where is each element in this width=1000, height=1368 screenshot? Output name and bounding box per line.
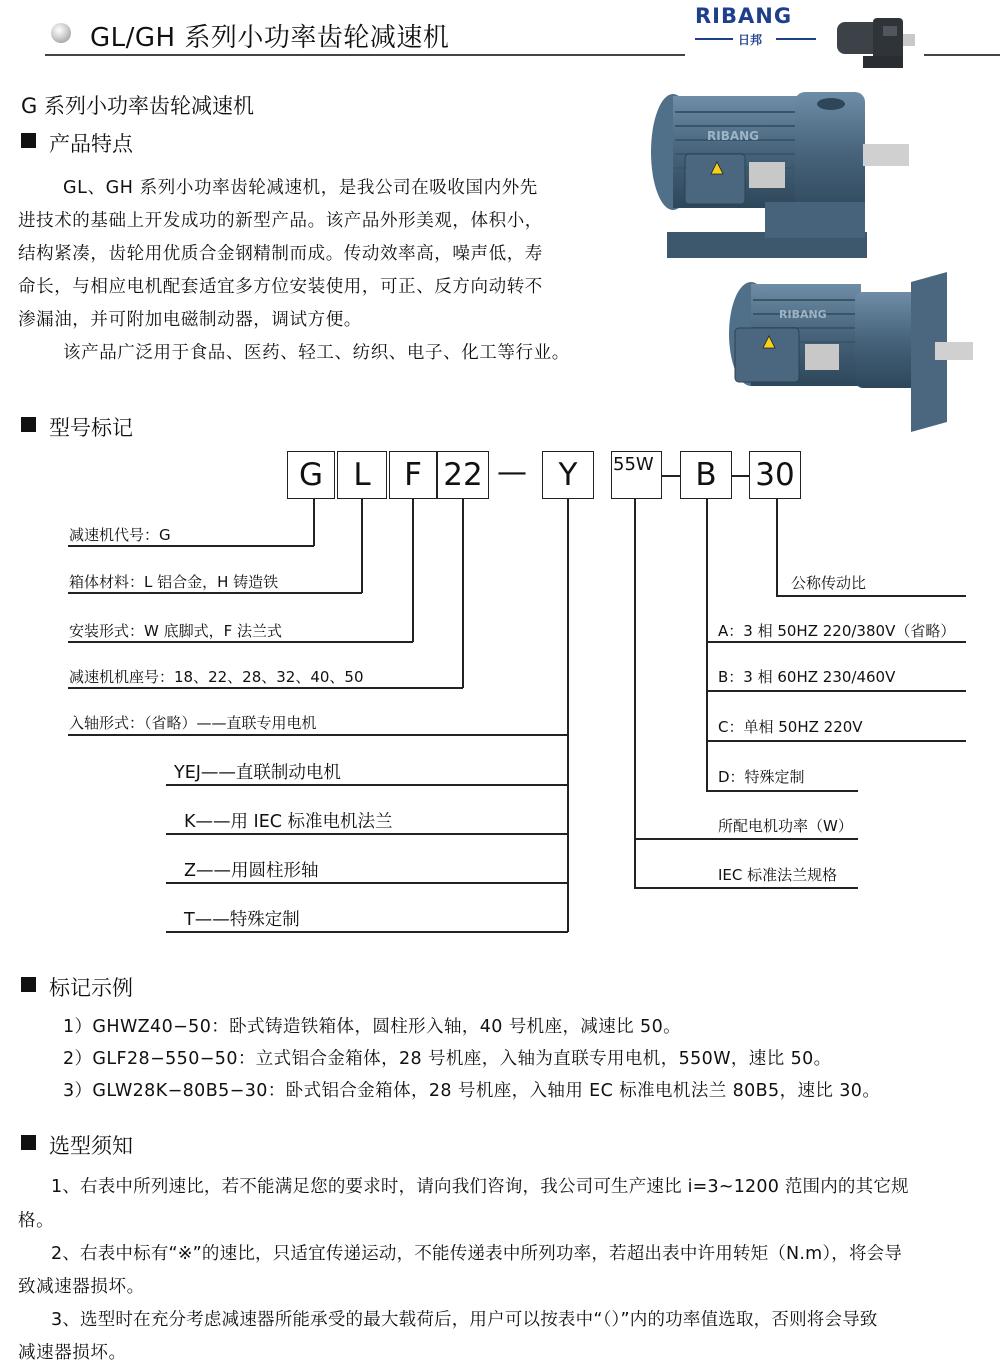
- label-housing-material: 箱体材料：L 铝合金，H 铸造铁: [69, 573, 279, 591]
- label-voltage-b: B：3 相 60HZ 230/460V: [718, 668, 896, 686]
- selection-line: 减速器损坏。: [18, 1343, 127, 1363]
- leader-line: [706, 499, 708, 791]
- option-iec-flange: K——用 IEC 标准电机法兰: [184, 812, 393, 832]
- section-bullet-icon: [21, 133, 36, 148]
- leader-line: [634, 838, 858, 840]
- label-voltage-d: D：特殊定制: [718, 768, 805, 786]
- connector-line: [732, 475, 749, 477]
- label-frame-size: 减速机机座号：18、22、28、32、40、50: [69, 668, 364, 686]
- example-item: 3）GLW28K−80B5−30：卧式铝合金箱体，28 号机座，入轴用 EC 标准电机法兰 80B5，速比 30。: [63, 1081, 881, 1101]
- label-voltage-c: C：单相 50HZ 220V: [718, 718, 863, 736]
- selection-line: 格。: [18, 1211, 55, 1231]
- header-bullet-icon: [51, 23, 71, 43]
- leader-line: [567, 499, 569, 932]
- leader-line: [68, 687, 463, 689]
- leader-line: [313, 499, 315, 546]
- page-title: GL/GH 系列小功率齿轮减速机: [90, 23, 450, 53]
- leader-line: [68, 592, 362, 594]
- leader-line: [166, 784, 568, 786]
- label-voltage-a: A：3 相 50HZ 220/380V（省略）: [718, 622, 956, 640]
- selection-line: 2、右表中标有“※”的速比，只适宜传递运动，不能传递表中所列功率，若超出表中许用转矩（N.m），将会导: [51, 1244, 903, 1264]
- label-series-code: 减速机代号：G: [69, 526, 171, 544]
- leader-line: [776, 499, 778, 596]
- features-heading: 产品特点: [49, 132, 133, 156]
- leader-line: [68, 734, 568, 736]
- label-input-type: 入轴形式：（省略）——直联专用电机: [69, 714, 317, 732]
- leader-line: [706, 690, 966, 692]
- series-title: G 系列小功率齿轮减速机: [21, 94, 254, 118]
- option-cylindrical-shaft: Z——用圆柱形轴: [184, 861, 319, 881]
- leader-line: [361, 499, 363, 593]
- code-box-series: G: [287, 451, 335, 499]
- option-custom: T——特殊定制: [184, 910, 300, 930]
- example-item: 1）GHWZ40−50：卧式铸造铁箱体，圆柱形入轴，40 号机座，减速比 50。: [63, 1017, 682, 1037]
- selection-line: 致减速器损坏。: [18, 1277, 145, 1297]
- label-mounting-type: 安装形式：W 底脚式，F 法兰式: [69, 622, 282, 640]
- section-bullet-icon: [21, 417, 36, 432]
- code-box-voltage: B: [680, 451, 732, 499]
- examples-heading: 标记示例: [49, 976, 133, 1000]
- brand-logo: RIBANG: [695, 4, 793, 28]
- code-box-input: Y: [542, 451, 594, 499]
- model-heading: 型号标记: [49, 416, 133, 440]
- features-line: 命长，与相应电机配套适宜多方位安装使用，可正、反方向动转不: [18, 277, 543, 297]
- foot-mount-motor-image: [645, 82, 915, 267]
- leader-line: [462, 499, 464, 688]
- selection-line: 3、选型时在充分考虑减速器所能承受的最大载荷后，用户可以按表中“（）”内的功率值选取，否则将会导致: [51, 1310, 878, 1330]
- label-iec-flange: IEC 标准法兰规格: [718, 866, 838, 884]
- leader-line: [166, 931, 568, 933]
- features-line: 该产品广泛用于食品、医药、轻工、纺织、电子、化工等行业。: [63, 343, 570, 363]
- code-box-ratio: 30: [749, 451, 801, 499]
- leader-line: [706, 641, 966, 643]
- option-brake-motor: YEJ——直联制动电机: [174, 763, 341, 783]
- leader-line: [776, 595, 966, 597]
- leader-line: [68, 545, 314, 547]
- header-divider: [45, 54, 685, 56]
- leader-line: [706, 790, 858, 792]
- leader-line: [634, 887, 858, 889]
- selection-line: 1、右表中所列速比，若不能满足您的要求时，请向我们咨询，我公司可生产速比 i=3~1200 范围内的其它规: [51, 1177, 909, 1197]
- flange-mount-motor-image: [715, 272, 975, 432]
- section-bullet-icon: [21, 1135, 36, 1150]
- code-box-mounting: F: [389, 451, 437, 499]
- motor-brand-label: RIBANG: [779, 308, 827, 321]
- leader-line: [634, 499, 636, 888]
- features-line: 渗漏油，并可附加电磁制动器，调试方便。: [18, 310, 362, 330]
- code-box-power: 55W: [611, 451, 662, 499]
- label-motor-power: 所配电机功率（W）: [718, 817, 853, 835]
- code-box-frame-size: 22: [437, 451, 489, 499]
- code-box-housing: L: [337, 451, 387, 499]
- leader-line: [706, 740, 966, 742]
- selection-heading: 选型须知: [49, 1134, 133, 1158]
- leader-line: [166, 882, 568, 884]
- features-line: 结构紧凑，齿轮用优质合金钢精制而成。传动效率高，噪声低，寿: [18, 244, 543, 264]
- brand-logo-sub: 日邦: [738, 33, 763, 47]
- features-line: GL、GH 系列小功率齿轮减速机，是我公司在吸收国内外先: [63, 178, 538, 198]
- section-bullet-icon: [21, 977, 36, 992]
- features-line: 进技术的基础上开发成功的新型产品。该产品外形美观，体积小，: [18, 211, 543, 231]
- example-item: 2）GLF28−550−50：立式铝合金箱体，28 号机座，入轴为直联专用电机，550W，速比 50。: [63, 1049, 832, 1069]
- logo-line-left: [695, 38, 733, 40]
- motor-brand-label: RIBANG: [707, 129, 760, 143]
- leader-line: [166, 833, 568, 835]
- header-motor-image: [833, 8, 923, 74]
- leader-line: [68, 641, 413, 643]
- header-divider-right: [924, 54, 1000, 56]
- label-ratio: 公称传动比: [791, 574, 867, 592]
- connector-line: [662, 475, 680, 477]
- leader-line: [412, 499, 414, 642]
- logo-line-right: [776, 38, 816, 40]
- code-dash: —: [497, 455, 527, 490]
